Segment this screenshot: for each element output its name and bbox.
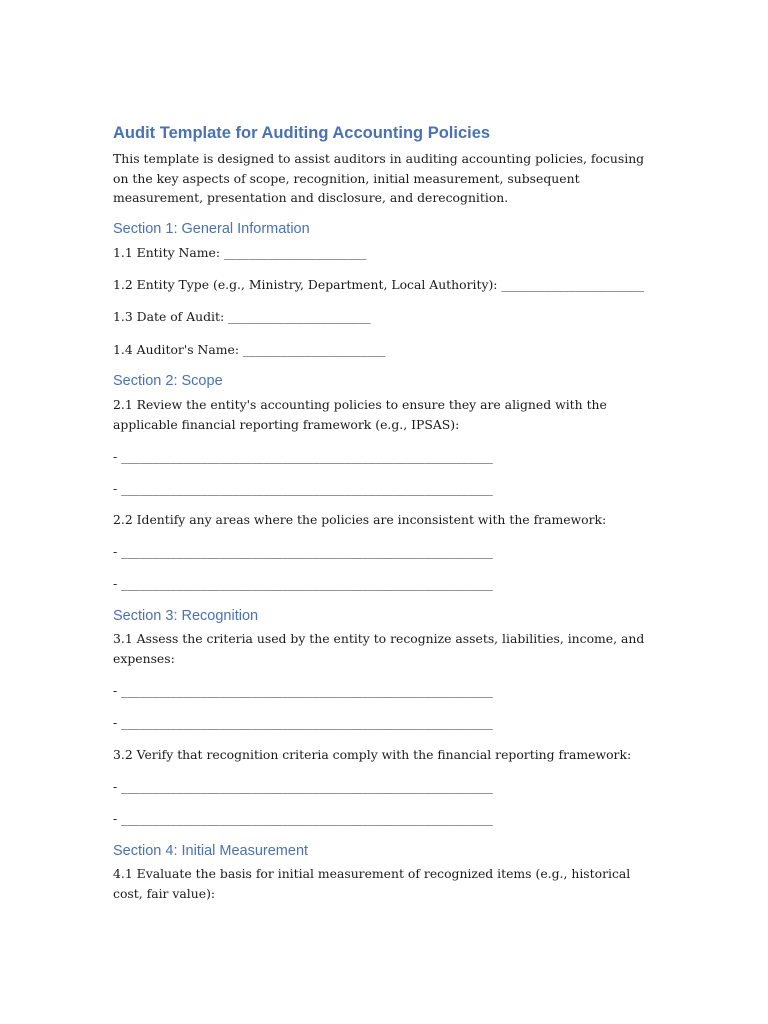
answer-line: - ____________________________________________________________	[113, 576, 493, 591]
question-4-1: 4.1 Evaluate the basis for initial measurement of recognized items (e.g., historical cost, fair value):	[113, 866, 631, 901]
answer-line: - ____________________________________________________________	[113, 544, 493, 559]
field-date-of-audit: 1.3 Date of Audit: _______________________	[113, 309, 371, 324]
answer-line: - ____________________________________________________________	[113, 811, 493, 826]
section-4-heading: Section 4: Initial Measurement	[113, 843, 309, 859]
field-auditor-name: 1.4 Auditor's Name: _______________________	[113, 342, 386, 357]
document-title: Audit Template for Auditing Accounting Policies	[113, 124, 491, 142]
field-entity-type: 1.2 Entity Type (e.g., Ministry, Department, Local Authority): _______________________	[113, 277, 644, 292]
answer-line: - ____________________________________________________________	[113, 715, 493, 730]
answer-line: - ____________________________________________________________	[113, 481, 493, 496]
question-2-1: 2.1 Review the entity's accounting policies to ensure they are aligned with the applicable financial reporting framework (e.g., IPSAS):	[113, 397, 607, 432]
answer-line: - ____________________________________________________________	[113, 779, 493, 794]
question-2-2: 2.2 Identify any areas where the policies are inconsistent with the framework:	[113, 512, 607, 527]
field-entity-name: 1.1 Entity Name: _______________________	[113, 245, 367, 260]
question-3-2: 3.2 Verify that recognition criteria comply with the financial reporting framework:	[113, 747, 632, 762]
answer-line: - ____________________________________________________________	[113, 683, 493, 698]
section-2-heading: Section 2: Scope	[113, 373, 223, 389]
intro-paragraph: This template is designed to assist auditors in auditing accounting policies, focusing on the key aspects of scope, recognition, initial measurement, subsequent measurement, presentation and disclosure, and derecognition.	[113, 151, 645, 205]
section-3-heading: Section 3: Recognition	[113, 608, 259, 624]
answer-line: - ____________________________________________________________	[113, 449, 493, 464]
section-1-heading: Section 1: General Information	[113, 221, 310, 237]
question-3-1: 3.1 Assess the criteria used by the entity to recognize assets, liabilities, income, and expenses:	[113, 631, 645, 666]
